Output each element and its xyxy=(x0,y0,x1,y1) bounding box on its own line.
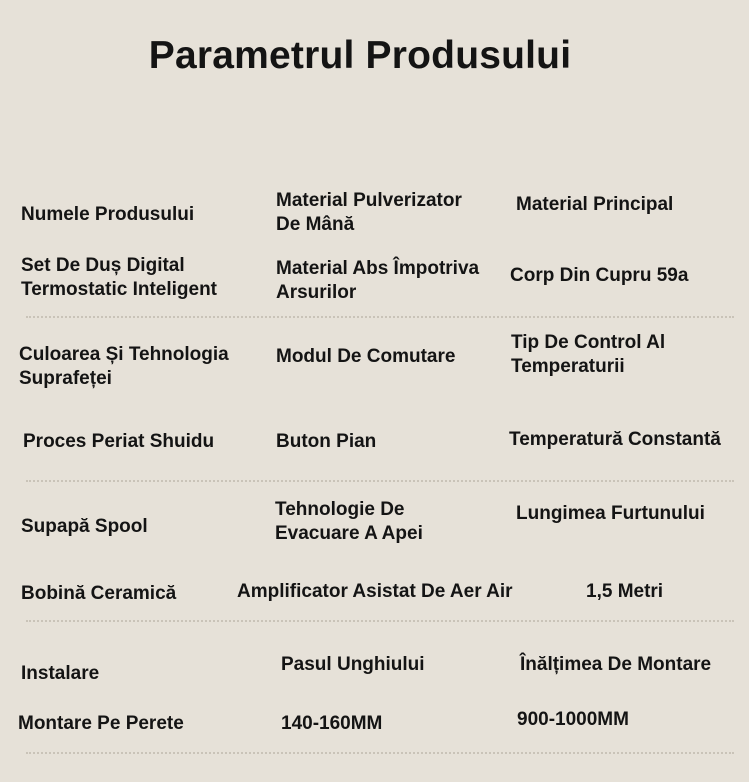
value-surface-color: Proces Periat Shuidu xyxy=(23,431,215,452)
value-mounting-height: 900-1000MM xyxy=(517,709,629,730)
value-temperature-control: Temperatură Constantă xyxy=(509,429,721,450)
value-hose-length: 1,5 Metri xyxy=(586,581,664,602)
header-installation: Instalare xyxy=(21,663,100,684)
value-main-material: Corp Din Cupru 59a xyxy=(510,265,689,286)
header-product-name: Numele Produsului xyxy=(21,204,195,225)
header-switch-mode: Modul De Comutare xyxy=(276,346,456,367)
header-surface-color: Culoarea Și Tehnologia Suprafeței xyxy=(19,344,229,389)
header-hand-spray-material: Material Pulverizator De Mână xyxy=(276,190,462,235)
row-divider xyxy=(26,480,734,482)
header-temperature-control: Tip De Control Al Temperaturii xyxy=(511,332,666,377)
value-hand-spray-material: Material Abs Împotriva Arsurilor xyxy=(276,258,480,303)
value-product-name: Set De Duș Digital Termostatic Inteligent xyxy=(21,255,218,300)
value-spool-valve: Bobină Ceramică xyxy=(21,583,177,604)
header-spool-valve: Supapă Spool xyxy=(21,516,148,537)
value-switch-mode: Buton Pian xyxy=(276,431,377,452)
value-angle-pitch: 140-160MM xyxy=(281,713,383,734)
header-hose-length: Lungimea Furtunului xyxy=(516,503,705,524)
header-main-material: Material Principal xyxy=(516,194,674,215)
header-water-outlet: Tehnologie De Evacuare A Apei xyxy=(275,499,423,544)
row-divider xyxy=(26,620,734,622)
value-installation: Montare Pe Perete xyxy=(18,713,184,734)
row-divider xyxy=(26,316,734,318)
header-angle-pitch: Pasul Unghiului xyxy=(281,654,425,675)
header-mounting-height: Înălțimea De Montare xyxy=(520,654,712,675)
page-title: Parametrul Produsului xyxy=(148,34,572,77)
value-water-outlet: Amplificator Asistat De Aer Air xyxy=(237,581,513,602)
row-divider xyxy=(26,752,734,754)
